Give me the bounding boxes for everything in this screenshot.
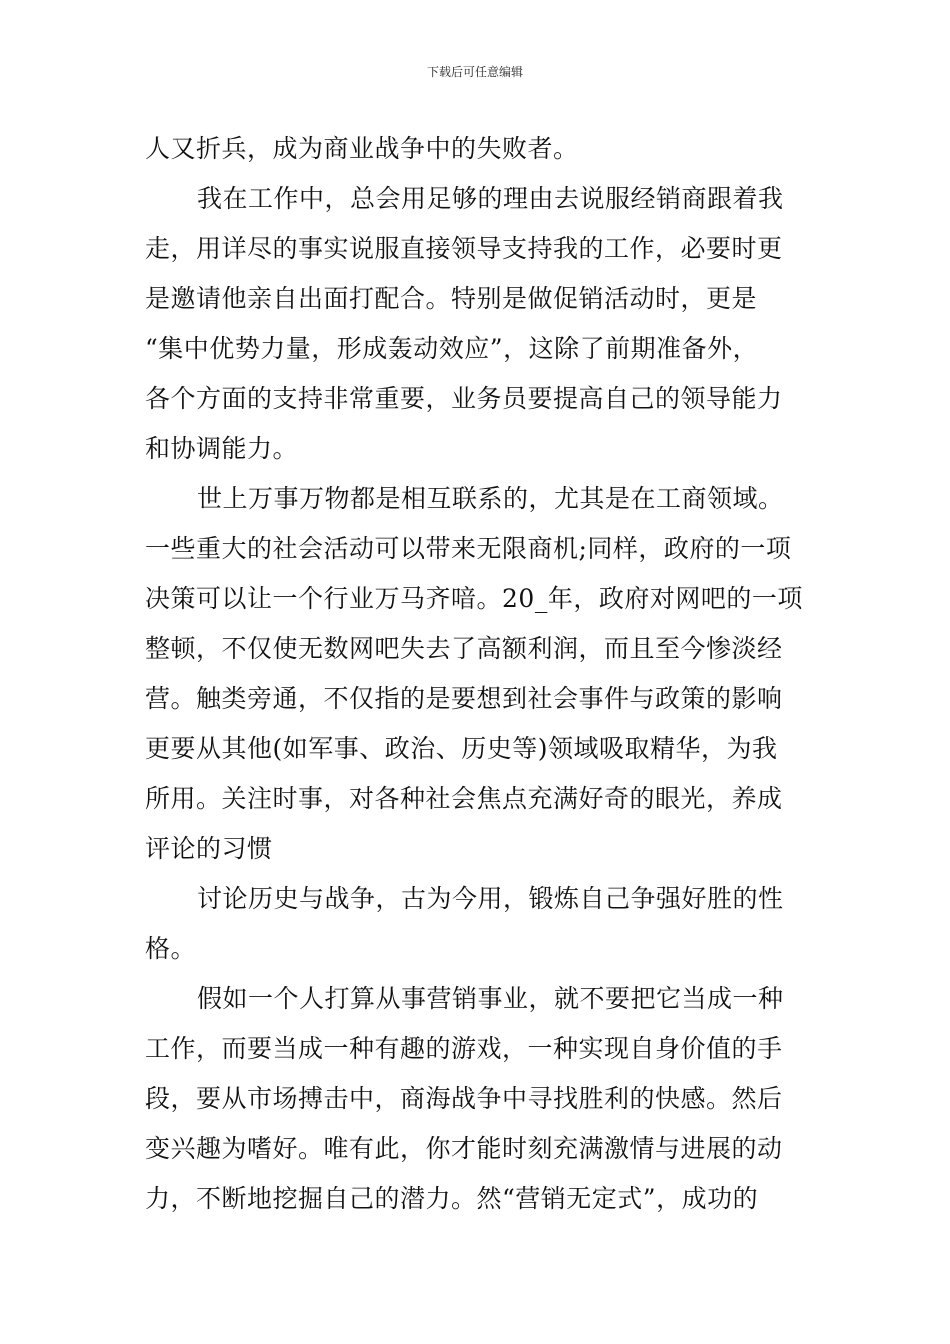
text-line: 是邀请他亲自出面打配合。特别是做促销活动时，更是 (145, 284, 758, 313)
text-line: 营。触类旁通，不仅指的是要想到社会事件与政策的影响 (145, 684, 783, 713)
text-line: 格。 (145, 934, 197, 963)
text-line: 假如一个人打算从事营销事业，就不要把它当成一种 (197, 984, 784, 1013)
text-line: 讨论历史与战争，古为今用，锻炼自己争强好胜的性 (197, 884, 784, 913)
text-line: 世上万事万物都是相互联系的，尤其是在工商领域。 (197, 484, 784, 513)
text-line: 力，不断地挖掘自己的潜力。然“营销无定式”，成功的 (145, 1184, 759, 1213)
text-line: 整顿，不仅使无数网吧失去了高额利润，而且至今惨淡经 (145, 634, 783, 663)
text-line: 决策可以让一个行业万马齐喑。20_年，政府对网吧的一项 (145, 584, 803, 613)
text-line: 和协调能力。 (145, 434, 299, 463)
text-line: 段，要从市场搏击中，商海战争中寻找胜利的快感。然后 (145, 1084, 783, 1113)
text-line: 各个方面的支持非常重要，业务员要提高自己的领导能力 (145, 384, 783, 413)
text-line: 变兴趣为嗜好。唯有此，你才能时刻充满激情与进展的动 (145, 1134, 783, 1163)
text-line: 更要从其他(如军事、政治、历史等)领域吸取精华，为我 (145, 734, 778, 763)
text-line: 我在工作中，总会用足够的理由去说服经销商跟着我 (197, 184, 784, 213)
text-line: 工作，而要当成一种有趣的游戏，一种实现自身价值的手 (145, 1034, 783, 1063)
text-line: 人又折兵，成为商业战争中的失败者。 (145, 134, 579, 163)
text-line: 所用。关注时事，对各种社会焦点充满好奇的眼光，养成 (145, 784, 783, 813)
text-line: 一些重大的社会活动可以带来无限商机;同样，政府的一项 (145, 534, 792, 563)
text-line: 评论的习惯 (145, 834, 273, 863)
body-text (145, 124, 810, 1224)
page-header: 下载后可任意编辑 (426, 65, 523, 79)
text-line: 走，用详尽的事实说服直接领导支持我的工作，必要时更 (145, 234, 783, 263)
text-line: “集中优势力量，形成轰动效应”，这除了前期准备外， (145, 334, 759, 363)
